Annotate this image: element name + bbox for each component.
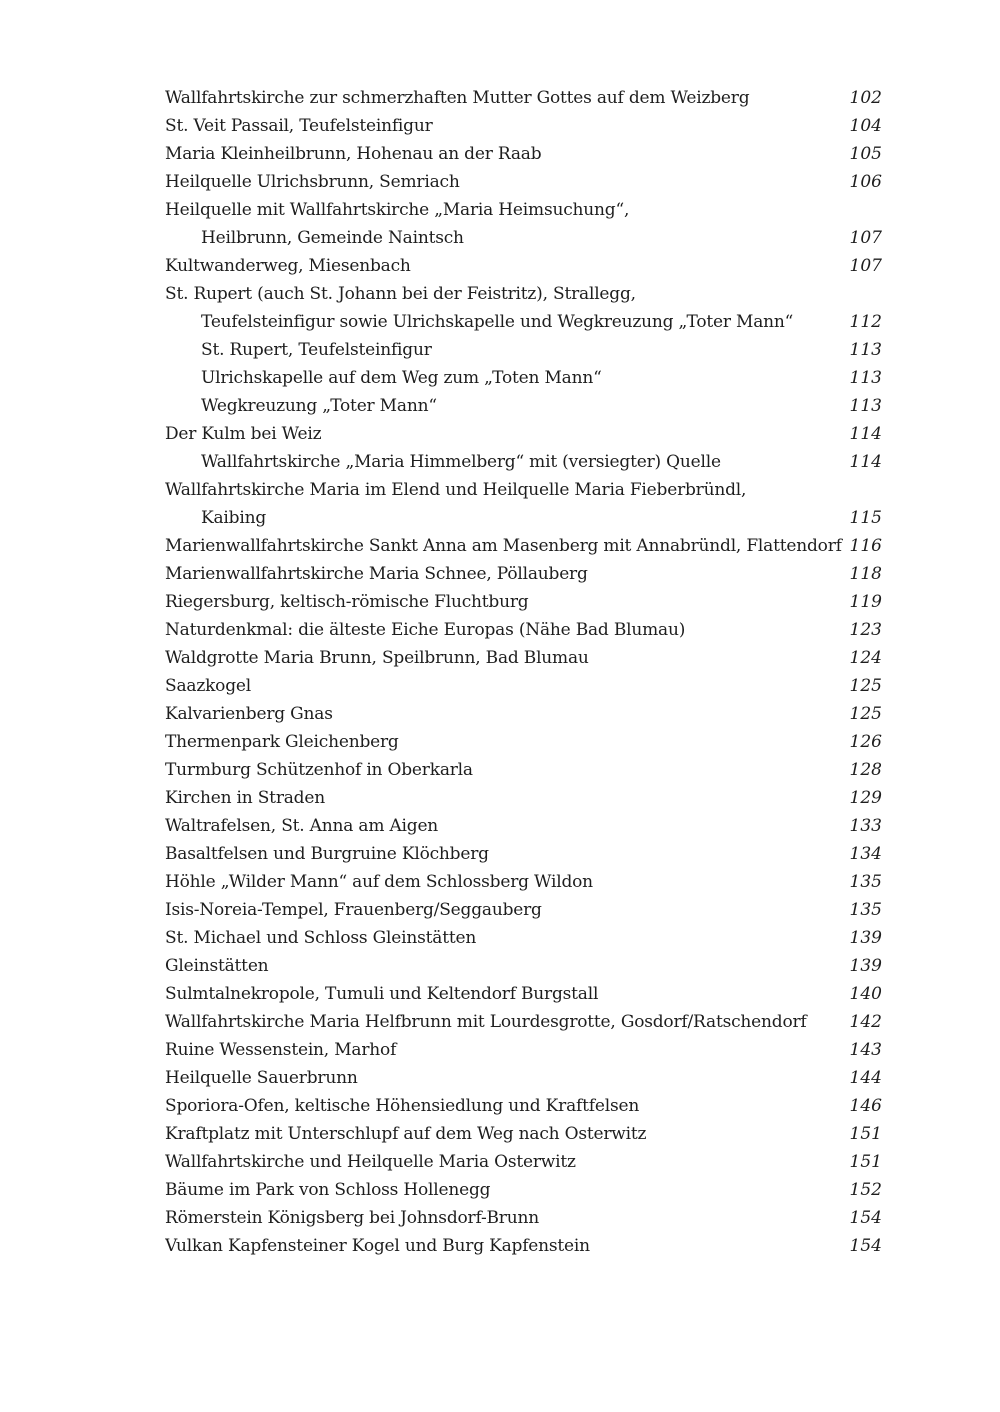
toc-entry <box>165 784 882 812</box>
toc-entry-title: Heilbrunn, Gemeinde Naintsch <box>201 228 464 248</box>
toc-entry-page-number: 114 <box>849 424 882 444</box>
toc-entry-title: Heilquelle Ulrichsbrunn, Semriach <box>165 172 460 192</box>
toc-entry <box>165 1232 882 1260</box>
toc-entry <box>165 196 882 224</box>
toc-entry-page-number: 135 <box>849 900 882 920</box>
toc-entry <box>165 1176 882 1204</box>
toc-entry-page-number: 151 <box>849 1124 882 1144</box>
toc-entry <box>165 224 882 252</box>
toc-entry-page-number: 154 <box>849 1236 882 1256</box>
toc-entry-title: Kultwanderweg, Miesenbach <box>165 256 411 276</box>
toc-entry <box>165 1008 882 1036</box>
toc-entry-title: Wallfahrtskirche Maria im Elend und Heilquelle Maria Fieberbründl, <box>165 480 747 500</box>
toc-entry <box>165 1036 882 1064</box>
toc-entry <box>165 980 882 1008</box>
toc-entry <box>165 700 882 728</box>
toc-entry-page-number: 143 <box>849 1040 882 1060</box>
toc-entry <box>165 560 882 588</box>
toc-entry <box>165 952 882 980</box>
toc-entry-title: Maria Kleinheilbrunn, Hohenau an der Raab <box>165 144 542 164</box>
toc-entry-title: Bäume im Park von Schloss Hollenegg <box>165 1180 491 1200</box>
toc-entry-page-number: 140 <box>849 984 882 1004</box>
toc-entry <box>165 448 882 476</box>
toc-entry <box>165 140 882 168</box>
toc-entry-title: St. Veit Passail, Teufelsteinfigur <box>165 116 433 136</box>
toc-entry-page-number: 142 <box>849 1012 882 1032</box>
toc-entry <box>165 1064 882 1092</box>
toc-entry-title: Heilquelle Sauerbrunn <box>165 1068 358 1088</box>
toc-entry-page-number: 152 <box>849 1180 882 1200</box>
toc-entry-page-number: 146 <box>849 1096 882 1116</box>
toc-entry-page-number: 119 <box>849 592 882 612</box>
toc-entry-page-number: 113 <box>849 396 882 416</box>
toc-entry <box>165 168 882 196</box>
toc-entry-title: Kaibing <box>201 508 267 528</box>
toc-entry <box>165 336 882 364</box>
toc-entry-page-number: 107 <box>849 228 882 248</box>
toc-entry <box>165 644 882 672</box>
toc-entry-title: Wallfahrtskirche Maria Helfbrunn mit Lourdesgrotte, Gosdorf/Ratschendorf <box>165 1012 807 1032</box>
toc-entry-title: Marienwallfahrtskirche Maria Schnee, Pöllauberg <box>165 564 588 584</box>
toc-entry-page-number: 115 <box>849 508 882 528</box>
toc-entry-page-number: 126 <box>849 732 882 752</box>
toc-entry <box>165 588 882 616</box>
toc-entry-title: St. Rupert, Teufelsteinfigur <box>201 340 432 360</box>
toc-entry <box>165 868 882 896</box>
toc-entry-title: Ulrichskapelle auf dem Weg zum „Toten Mann“ <box>201 368 602 388</box>
toc-entry <box>165 1148 882 1176</box>
toc-entry-title: Basaltfelsen und Burgruine Klöchberg <box>165 844 489 864</box>
toc-entry-page-number: 116 <box>849 536 882 556</box>
toc-entry <box>165 532 882 560</box>
toc-entry-title: Naturdenkmal: die älteste Eiche Europas (Nähe Bad Blumau) <box>165 620 686 640</box>
toc-entry <box>165 672 882 700</box>
toc-entry-title: Marienwallfahrtskirche Sankt Anna am Masenberg mit Annabründl, Flattendorf <box>165 536 842 556</box>
toc-entry-title: Teufelsteinfigur sowie Ulrichskapelle und Wegkreuzung „Toter Mann“ <box>201 312 794 332</box>
toc-entry-title: Römerstein Königsberg bei Johnsdorf-Brunn <box>165 1208 539 1228</box>
toc-entry-title: Waltrafelsen, St. Anna am Aigen <box>165 816 439 836</box>
toc-entry-page-number: 125 <box>849 704 882 724</box>
toc-entry-page-number: 104 <box>849 116 882 136</box>
toc-entry-title: Sulmtalnekropole, Tumuli und Keltendorf Burgstall <box>165 984 599 1004</box>
toc-entry <box>165 84 882 112</box>
toc-entry-title: Kirchen in Straden <box>165 788 325 808</box>
toc-entry <box>165 1120 882 1148</box>
toc-entry-page-number: 125 <box>849 676 882 696</box>
toc-entry-page-number: 154 <box>849 1208 882 1228</box>
toc-entry-title: Turmburg Schützenhof in Oberkarla <box>165 760 473 780</box>
toc-entry-page-number: 151 <box>849 1152 882 1172</box>
toc-entry <box>165 840 882 868</box>
toc-entry-page-number: 144 <box>849 1068 882 1088</box>
toc-entry-page-number: 102 <box>849 88 882 108</box>
toc-entry-title: Waldgrotte Maria Brunn, Speilbrunn, Bad Blumau <box>165 648 589 668</box>
toc-entry <box>165 756 882 784</box>
toc-entry-page-number: 114 <box>849 452 882 472</box>
toc-entry <box>165 812 882 840</box>
toc-entry-title: Ruine Wessenstein, Marhof <box>165 1040 397 1060</box>
toc-entry-title: St. Michael und Schloss Gleinstätten <box>165 928 477 948</box>
toc-entry-page-number: 139 <box>849 956 882 976</box>
toc-entry <box>165 728 882 756</box>
toc-entry-page-number: 105 <box>849 144 882 164</box>
toc-entry <box>165 616 882 644</box>
toc-entry-title: Vulkan Kapfensteiner Kogel und Burg Kapfenstein <box>165 1236 590 1256</box>
toc-entry-title: Gleinstätten <box>165 956 269 976</box>
toc-entry-page-number: 139 <box>849 928 882 948</box>
toc-entry <box>165 476 882 504</box>
toc-entry-title: Saazkogel <box>165 676 251 696</box>
toc-entry-title: Wegkreuzung „Toter Mann“ <box>201 396 437 416</box>
toc-entry <box>165 112 882 140</box>
toc-entry-title: Thermenpark Gleichenberg <box>165 732 399 752</box>
toc-entry <box>165 924 882 952</box>
toc-entry <box>165 420 882 448</box>
toc-entry <box>165 308 882 336</box>
toc-entry-title: Heilquelle mit Wallfahrtskirche „Maria Heimsuchung“, <box>165 200 630 220</box>
toc-entry-title: Wallfahrtskirche „Maria Himmelberg“ mit (versiegter) Quelle <box>201 452 721 472</box>
toc-entry <box>165 280 882 308</box>
toc-entry-page-number: 134 <box>849 844 882 864</box>
toc-entry-title: Kraftplatz mit Unterschlupf auf dem Weg nach Osterwitz <box>165 1124 647 1144</box>
toc-entry-page-number: 113 <box>849 340 882 360</box>
toc-entry-page-number: 107 <box>849 256 882 276</box>
toc-entry-page-number: 129 <box>849 788 882 808</box>
toc-entry-page-number: 113 <box>849 368 882 388</box>
table-of-contents <box>165 84 882 1260</box>
toc-entry-title: St. Rupert (auch St. Johann bei der Feistritz), Strallegg, <box>165 284 636 304</box>
toc-entry-page-number: 123 <box>849 620 882 640</box>
toc-entry-page-number: 124 <box>849 648 882 668</box>
toc-entry <box>165 504 882 532</box>
toc-entry-page-number: 118 <box>849 564 882 584</box>
toc-entry <box>165 252 882 280</box>
toc-entry-page-number: 106 <box>849 172 882 192</box>
toc-entry-title: Höhle „Wilder Mann“ auf dem Schlossberg Wildon <box>165 872 593 892</box>
toc-entry-title: Kalvarienberg Gnas <box>165 704 333 724</box>
toc-entry-title: Isis-Noreia-Tempel, Frauenberg/Seggauberg <box>165 900 542 920</box>
toc-entry-title: Wallfahrtskirche zur schmerzhaften Mutter Gottes auf dem Weizberg <box>165 88 750 108</box>
toc-entry-title: Wallfahrtskirche und Heilquelle Maria Osterwitz <box>165 1152 576 1172</box>
toc-entry-title: Sporiora-Ofen, keltische Höhensiedlung und Kraftfelsen <box>165 1096 640 1116</box>
toc-entry <box>165 1092 882 1120</box>
toc-entry-page-number: 133 <box>849 816 882 836</box>
toc-entry <box>165 392 882 420</box>
toc-entry-page-number: 112 <box>849 312 882 332</box>
toc-entry-page-number: 135 <box>849 872 882 892</box>
toc-entry <box>165 364 882 392</box>
toc-entry <box>165 1204 882 1232</box>
toc-entry <box>165 896 882 924</box>
toc-entry-title: Der Kulm bei Weiz <box>165 424 322 444</box>
toc-entry-page-number: 128 <box>849 760 882 780</box>
toc-entry-title: Riegersburg, keltisch-römische Fluchtburg <box>165 592 529 612</box>
